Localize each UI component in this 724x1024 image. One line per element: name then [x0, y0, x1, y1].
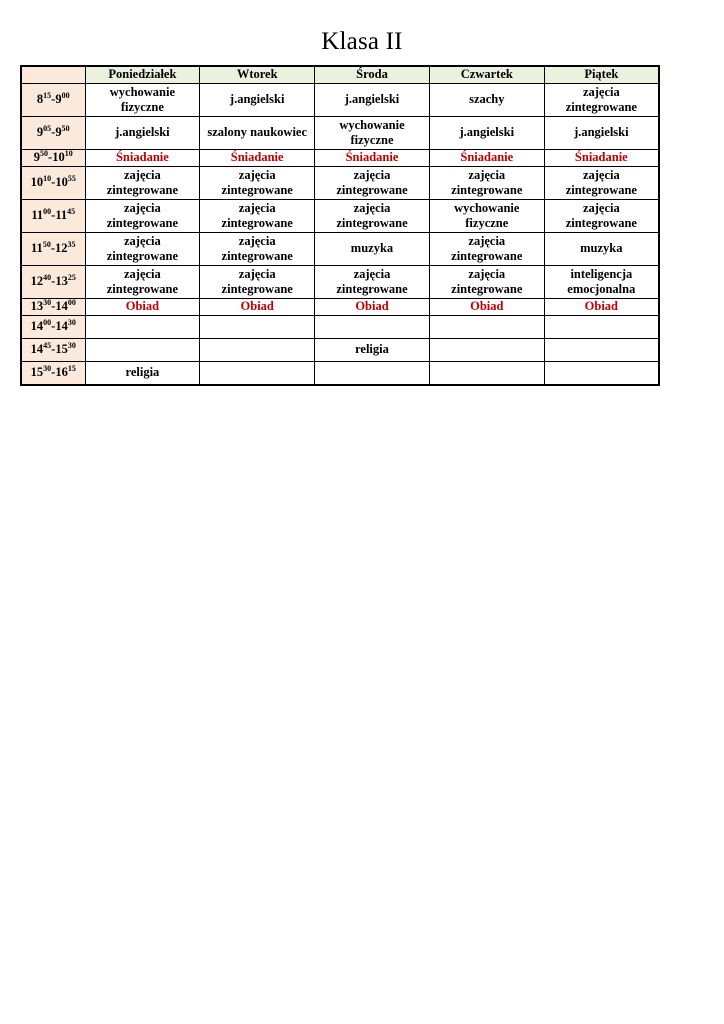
- lesson-cell: wychowanie fizyczne: [85, 84, 200, 117]
- lesson-cell: [544, 362, 659, 386]
- table-row: [21, 167, 659, 200]
- lesson-cell: szalony naukowiec: [200, 117, 315, 150]
- lesson-cell: zajęcia zintegrowane: [315, 167, 430, 200]
- lesson-cell: zajęcia zintegrowane: [200, 233, 315, 266]
- day-header-monday: Poniedziałek: [85, 66, 200, 84]
- lesson-cell: zajęcia zintegrowane: [544, 200, 659, 233]
- lesson-cell: j.angielski: [200, 84, 315, 117]
- lesson-cell: zajęcia zintegrowane: [544, 84, 659, 117]
- day-header-thursday: Czwartek: [429, 66, 544, 84]
- table-row: [21, 117, 659, 150]
- lesson-cell: [544, 316, 659, 339]
- lesson-cell: [315, 362, 430, 386]
- table-row: [21, 84, 659, 117]
- lesson-cell: zajęcia zintegrowane: [200, 266, 315, 299]
- corner-cell: [21, 66, 85, 84]
- lesson-cell: zajęcia zintegrowane: [200, 200, 315, 233]
- breakfast-cell: Śniadanie: [544, 150, 659, 167]
- lesson-cell: zajęcia zintegrowane: [85, 233, 200, 266]
- breakfast-cell: Śniadanie: [200, 150, 315, 167]
- lesson-cell: religia: [315, 339, 430, 362]
- time-cell: $9^{50}-10^{10}$: [21, 150, 85, 167]
- timetable: [20, 65, 660, 386]
- lesson-cell: zajęcia zintegrowane: [85, 167, 200, 200]
- time-cell: $9^{05}-9^{50}$: [21, 117, 85, 150]
- lesson-cell: [200, 316, 315, 339]
- table-row: [21, 150, 659, 167]
- time-cell: $14^{45}-15^{30}$: [21, 339, 85, 362]
- page-title: Klasa II: [321, 28, 403, 55]
- table-row: [21, 339, 659, 362]
- lunch-cell: Obiad: [85, 299, 200, 316]
- table-row: [21, 266, 659, 299]
- table-row: [21, 299, 659, 316]
- lesson-cell: zajęcia zintegrowane: [429, 233, 544, 266]
- lesson-cell: zajęcia zintegrowane: [429, 167, 544, 200]
- lesson-cell: j.angielski: [429, 117, 544, 150]
- lunch-cell: Obiad: [544, 299, 659, 316]
- time-cell: $11^{00}-11^{45}$: [21, 200, 85, 233]
- lesson-cell: [85, 339, 200, 362]
- time-cell: $12^{40}-13^{25}$: [21, 266, 85, 299]
- lesson-cell: [544, 339, 659, 362]
- header-row: [21, 66, 659, 84]
- lunch-cell: Obiad: [315, 299, 430, 316]
- lunch-cell: Obiad: [429, 299, 544, 316]
- lesson-cell: [429, 316, 544, 339]
- time-cell: $11^{50}-12^{35}$: [21, 233, 85, 266]
- table-row: [21, 362, 659, 386]
- lesson-cell: religia: [85, 362, 200, 386]
- table-row: [21, 316, 659, 339]
- lesson-cell: j.angielski: [544, 117, 659, 150]
- time-cell: $13^{30}-14^{00}$: [21, 299, 85, 316]
- lesson-cell: [200, 362, 315, 386]
- lesson-cell: muzyka: [315, 233, 430, 266]
- table-row: [21, 233, 659, 266]
- lesson-cell: j.angielski: [85, 117, 200, 150]
- day-header-wednesday: Środa: [315, 66, 430, 84]
- breakfast-cell: Śniadanie: [315, 150, 430, 167]
- lesson-cell: muzyka: [544, 233, 659, 266]
- lesson-cell: [315, 316, 430, 339]
- lesson-cell: zajęcia zintegrowane: [315, 266, 430, 299]
- lesson-cell: wychowanie fizyczne: [315, 117, 430, 150]
- lesson-cell: zajęcia zintegrowane: [315, 200, 430, 233]
- day-header-tuesday: Wtorek: [200, 66, 315, 84]
- lunch-cell: Obiad: [200, 299, 315, 316]
- time-cell: $8^{15}-9^{00}$: [21, 84, 85, 117]
- breakfast-cell: Śniadanie: [85, 150, 200, 167]
- time-cell: $14^{00}-14^{30}$: [21, 316, 85, 339]
- breakfast-cell: Śniadanie: [429, 150, 544, 167]
- lesson-cell: zajęcia zintegrowane: [85, 200, 200, 233]
- lesson-cell: [200, 339, 315, 362]
- lesson-cell: [429, 362, 544, 386]
- time-cell: $10^{10}-10^{55}$: [21, 167, 85, 200]
- lesson-cell: szachy: [429, 84, 544, 117]
- lesson-cell: inteligencja emocjonalna: [544, 266, 659, 299]
- lesson-cell: zajęcia zintegrowane: [85, 266, 200, 299]
- lesson-cell: zajęcia zintegrowane: [544, 167, 659, 200]
- lesson-cell: zajęcia zintegrowane: [429, 266, 544, 299]
- lesson-cell: [429, 339, 544, 362]
- day-header-friday: Piątek: [544, 66, 659, 84]
- lesson-cell: wychowanie fizyczne: [429, 200, 544, 233]
- table-row: [21, 200, 659, 233]
- time-cell: $15^{30}-16^{15}$: [21, 362, 85, 386]
- lesson-cell: zajęcia zintegrowane: [200, 167, 315, 200]
- lesson-cell: j.angielski: [315, 84, 430, 117]
- lesson-cell: [85, 316, 200, 339]
